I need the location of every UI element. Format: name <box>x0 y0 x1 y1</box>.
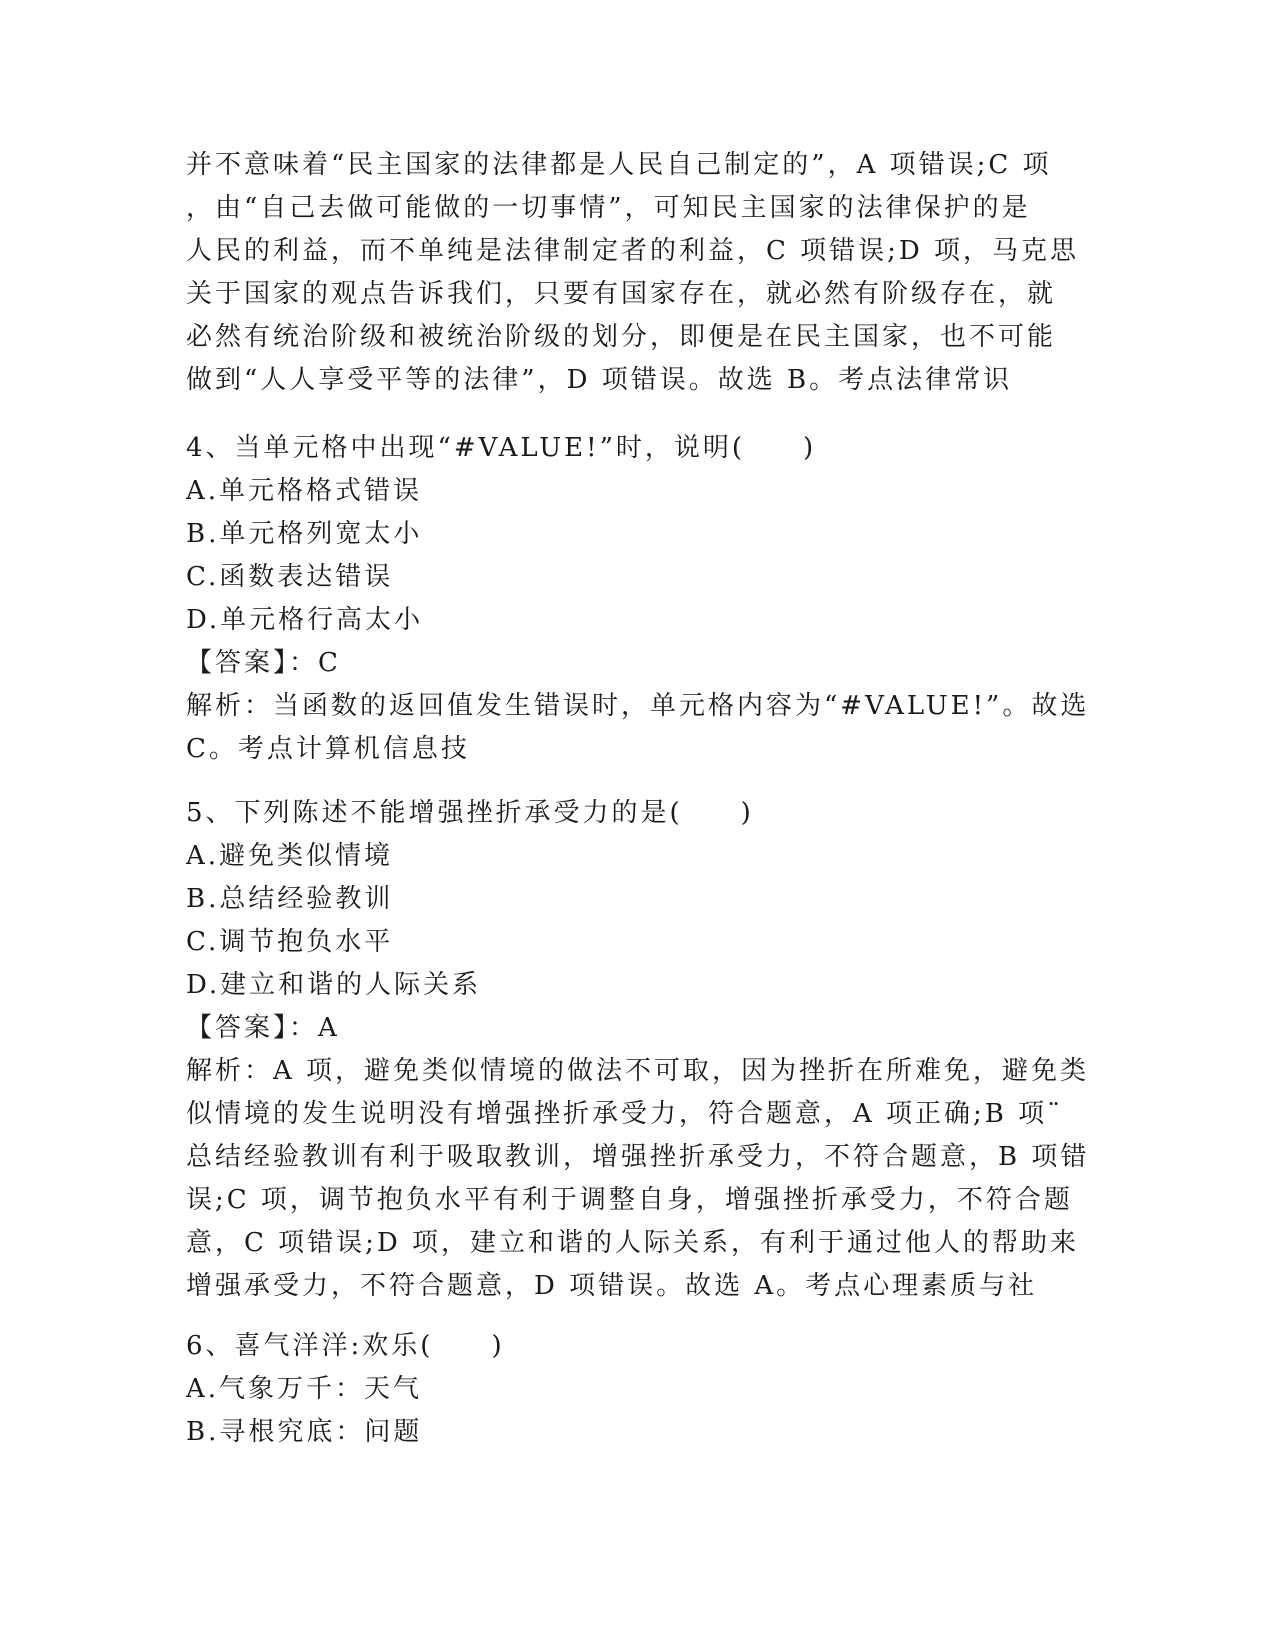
answer: 【答案】：A <box>186 1013 340 1043</box>
analysis-line: C。考点计算机信息技 <box>186 734 470 764</box>
analysis-line: 总结经验教训有利于吸取教训，增强挫折承受力，不符合题意，B 项错 <box>186 1142 1090 1172</box>
question-text: 5、下列陈述不能增强挫折承受力的是( ) <box>186 798 754 828</box>
option-c: C.函数表达错误 <box>186 562 394 592</box>
option-d: D.单元格行高太小 <box>186 605 424 635</box>
option-a: A.单元格格式错误 <box>186 476 423 506</box>
option-d: D.建立和谐的人际关系 <box>186 970 482 1000</box>
previous-answer-analysis <box>186 144 1086 402</box>
analysis-line: 解析：A 项，避免类似情境的做法不可取，因为挫折在所难免，避免类 <box>186 1056 1090 1086</box>
analysis-line: 误;C 项，调节抱负水平有利于调整自身，增强挫折承受力，不符合题 <box>186 1185 1073 1215</box>
answer: 【答案】：C <box>186 648 341 678</box>
question-4 <box>186 427 1090 771</box>
analysis-line: 解析：当函数的返回值发生错误时，单元格内容为“#VALUE!”。故选 <box>186 691 1090 721</box>
question-text: 6、喜气洋洋:欢乐( ) <box>186 1331 505 1361</box>
question-text: 4、当单元格中出现“#VALUE!”时，说明( ) <box>186 433 817 463</box>
analysis-line: 并不意味着“民主国家的法律都是人民自己制定的”，A 项错误;C 项 <box>186 150 1052 180</box>
option-b: B.单元格列宽太小 <box>186 519 423 549</box>
question-5 <box>186 792 1090 1308</box>
option-b: B.寻根究底：问题 <box>186 1417 423 1447</box>
analysis-line: 关于国家的观点告诉我们，只要有国家存在，就必然有阶级存在，就 <box>186 279 1057 309</box>
analysis-line: 增强承受力，不符合题意，D 项错误。故选 A。考点心理素质与社 <box>186 1271 1038 1301</box>
analysis-line: 必然有统治阶级和被统治阶级的划分，即便是在民主国家，也不可能 <box>186 322 1057 352</box>
analysis-line: 人民的利益，而不单纯是法律制定者的利益，C 项错误;D 项，马克思 <box>186 236 1080 266</box>
analysis-line: 做到“人人享受平等的法律”，D 项错误。故选 B。考点法律常识 <box>186 365 1013 395</box>
option-b: B.总结经验教训 <box>186 884 394 914</box>
option-a: A.避免类似情境 <box>186 841 394 871</box>
analysis-line: 意，C 项错误;D 项，建立和谐的人际关系，有利于通过他人的帮助来 <box>186 1228 1080 1258</box>
question-6 <box>186 1325 1086 1454</box>
analysis-line: 似情境的发生说明没有增强挫折承受力，符合题意，A 项正确;B 项¨ <box>186 1099 1064 1129</box>
option-a: A.气象万千：天气 <box>186 1374 423 1404</box>
option-c: C.调节抱负水平 <box>186 927 394 957</box>
analysis-line: ，由“自己去做可能做的一切事情”，可知民主国家的法律保护的是 <box>186 193 1031 223</box>
